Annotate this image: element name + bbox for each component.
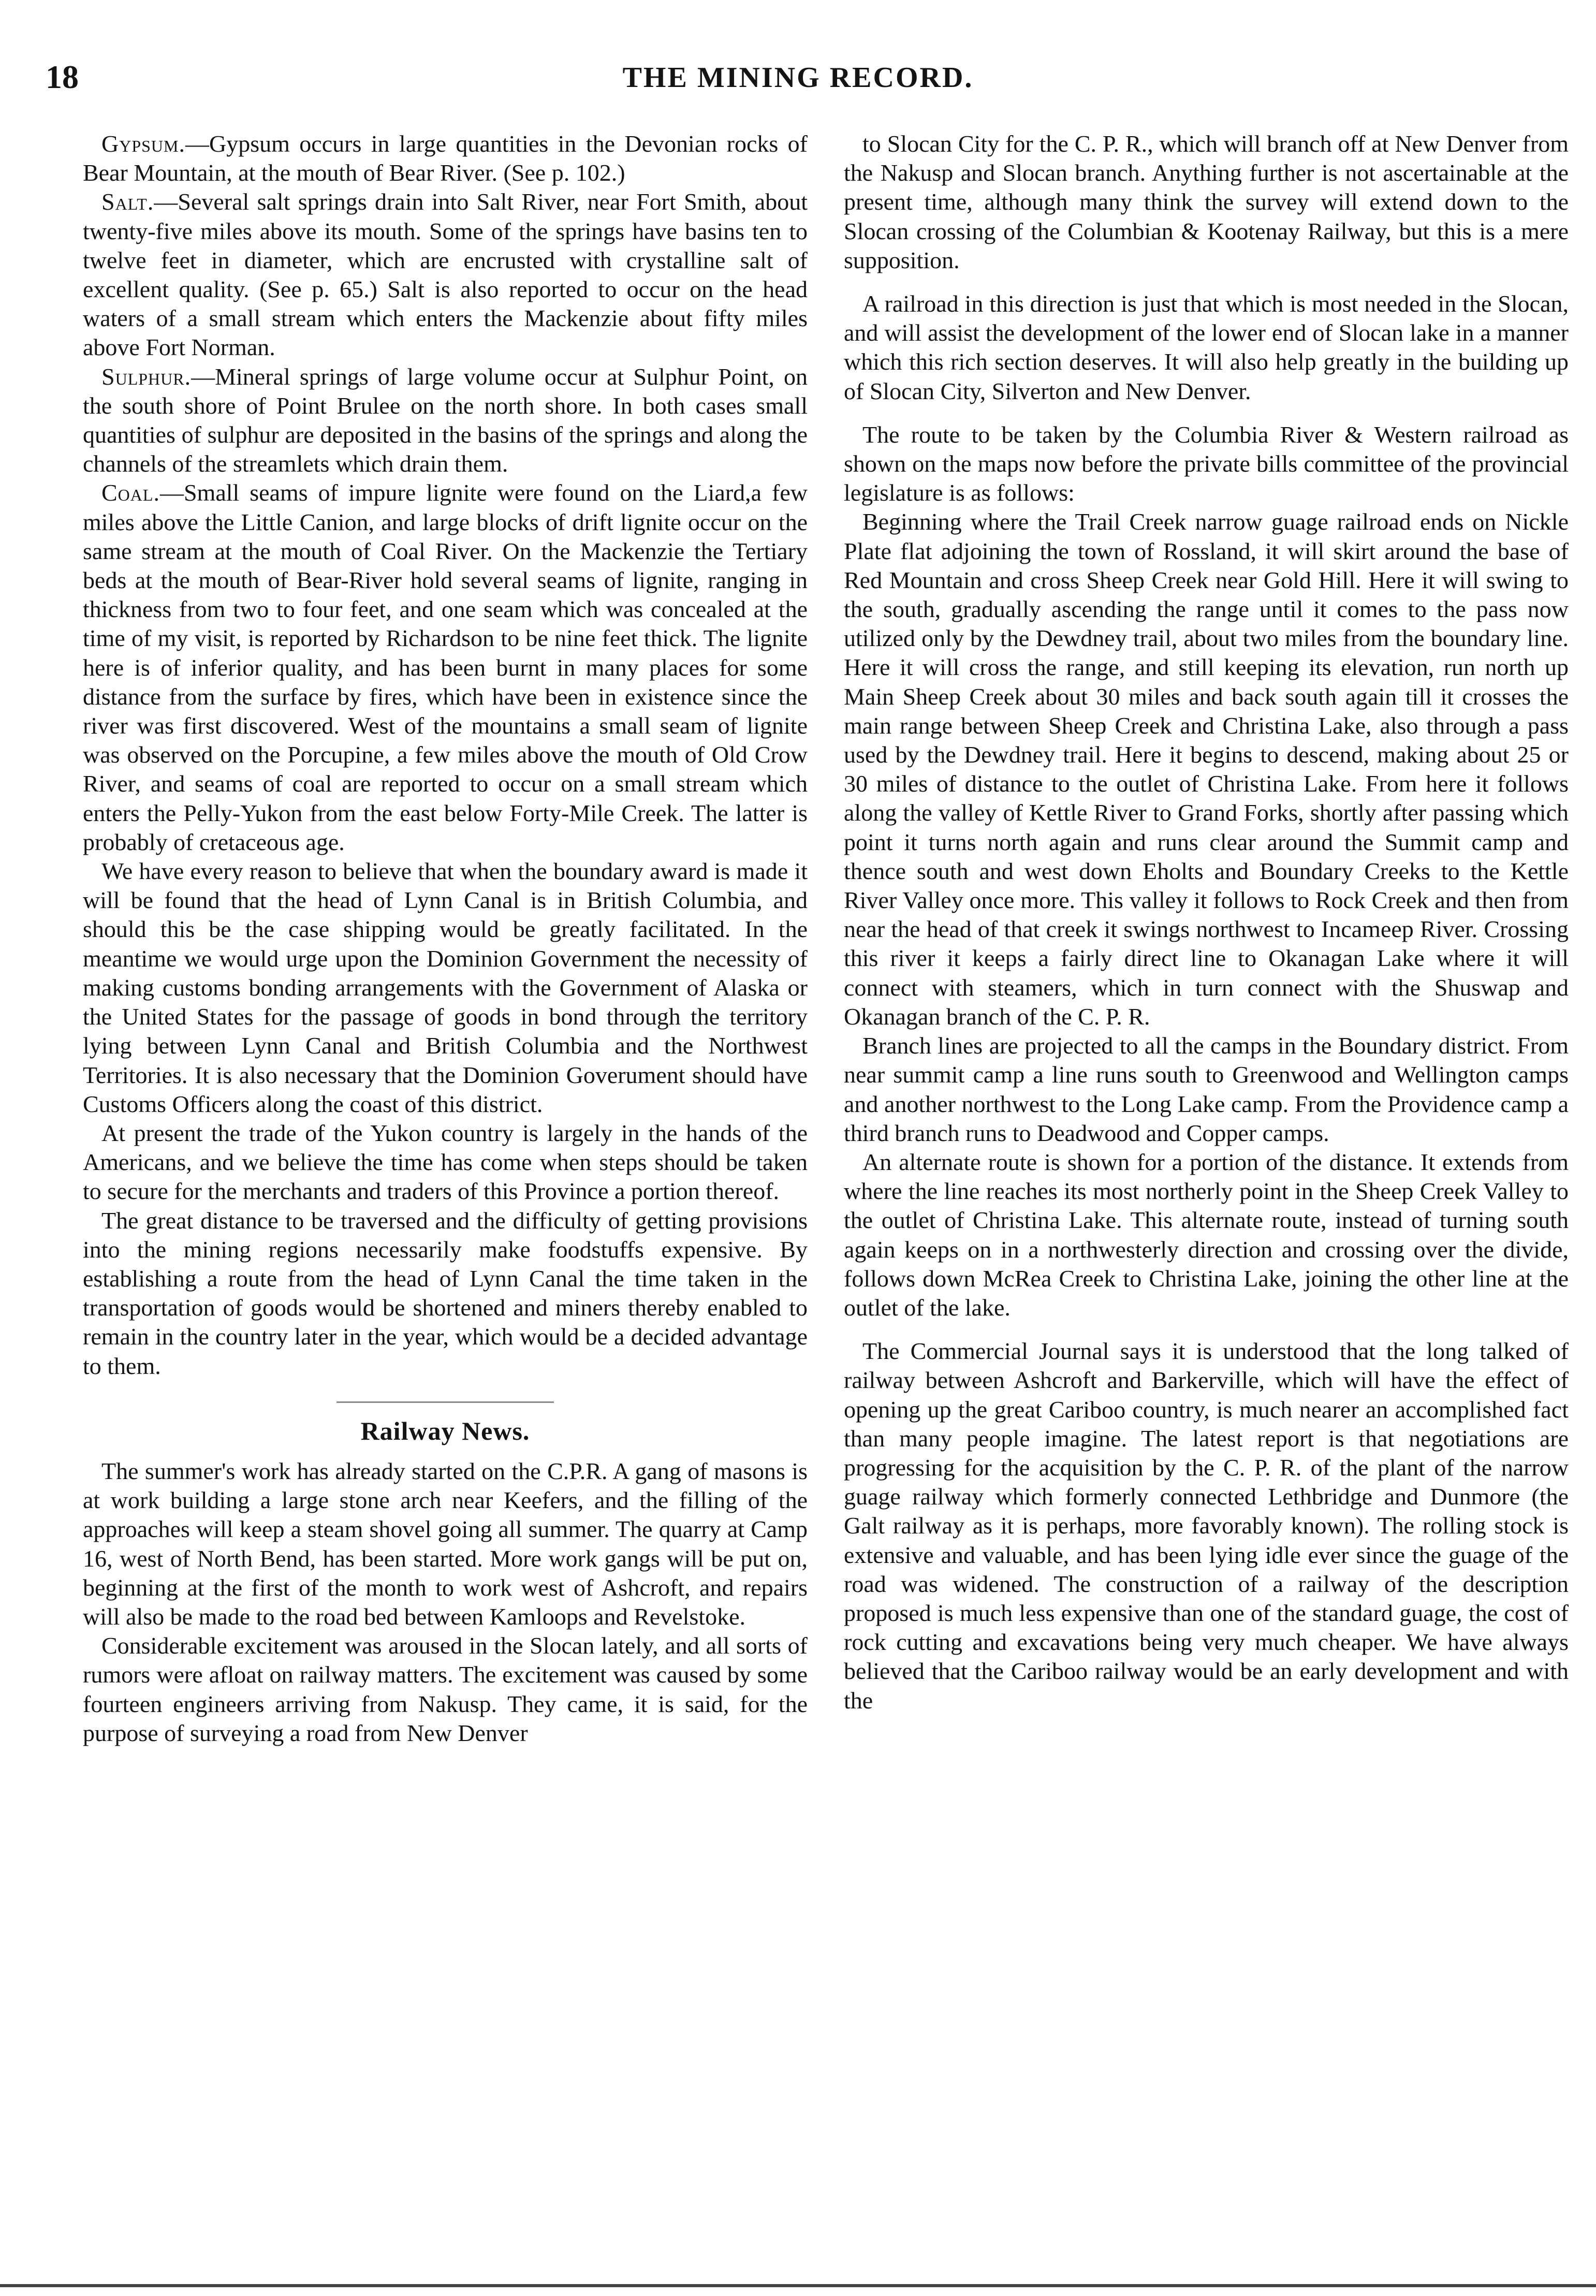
running-head: THE MINING RECORD. [622,62,974,94]
article-paragraph: A railroad in this direction is just that which is most needed in the Slocan, and will assist the development of the lower end of Slocan lake in a manner which this rich section deserves. It will also help greatly in the building up of Slocan City, Silverton and New Denver. [844,290,1569,404]
article-paragraph: The Commercial Journal says it is understood that the long talked of railway between Ashcroft and Barkerville, which will have the effect of opening up the great Cariboo country, is much nearer an accomplished fact than many people imagine. The latest report is that negotiations are progressing for the acquisition by the C. P. R. of the plant of the narrow guage railway which formerly connected Lethbridge and Dunmore (the Galt railway as it is perhaps, more favorably known). The rolling stock is extensive and valuable, and has been lying idle ever since the guage of the road was widened. The construction of a railway of the description proposed is much less expensive than one of the standard guage, the cost of rock cutting and excavations being very much cheaper. We have always believed that the Cariboo railway would be an early development and with the [844,1338,1569,1714]
section-heading: Railway News. [360,1416,530,1445]
paragraph-lead: Coal. [101,479,160,506]
left-column [83,129,808,1748]
railway-paragraph: Considerable excitement was aroused in the Slocan lately, and all sorts of rumors were afloat on railway matters. The excitement was caused by some fourteen engineers arriving from Nakusp. They came, it is said, for the purpose of surveying a road from New Denver [83,1632,808,1746]
article-paragraph: The route to be taken by the Columbia River & Western railroad as shown on the maps now before the private bills committee of the provincial legislature is as follows: [844,421,1569,506]
paragraph-text: —Gypsum occurs in large quantities in the Devonian rocks of Bear Mountain, at the mouth of Bear River. (See p. 102.) [83,130,808,186]
paragraph-lead: Salt. [101,188,154,215]
paragraph-text: At present the trade of the Yukon country is largely in the hands of the Americans, and we believe the time has come when steps should be taken to secure for the merchants and traders of this Province a portion thereof. [83,1119,808,1205]
article-paragraph-boundary [83,857,808,1119]
article-paragraph-salt [83,187,808,362]
paragraph-text: The great distance to be traversed and the difficulty of getting provisions into the mining regions necessarily make foodstuffs expensive. By establishing a route from the head of Lynn Canal the time taken in the transportation of goods would be shortened and miners thereby enabled to remain in the country later in the year, which would be a decided advantage to them. [83,1207,808,1379]
article-paragraph-sulphur [83,362,808,479]
article-paragraph-lynn-canal-route [83,1206,808,1381]
right-column [844,129,1569,1715]
section-divider [336,1401,554,1403]
page-bottom-rule [0,2284,1596,2287]
paragraph-lead: Gypsum. [101,130,185,157]
paragraph-text: —Small seams of impure lignite were found on the Liard,a few miles above the Little Canion, and large blocks of drift lignite occur on the same stream at the mouth of Coal River. On the Mackenzie the Tertiary beds at the mouth of Bear-River hold several seams of lignite, ranging in thickness from two to four feet, and one seam which was concealed at the time of my visit, is reported by Richardson to be nine feet thick. The lignite here is of inferior quality, and has been burnt in many places for some distance from the surface by fires, which have been in existence since the river was first discovered. West of the mountains a small seam of lignite was observed on the Porcupine, a few miles above the mouth of Old Crow River, and seams of coal are reported to occur on a small stream which enters the Pelly-Yukon from the east below Forty-Mile Creek. The latter is probably of cretaceous age. [83,479,808,855]
paragraph-lead: Sulphur. [101,363,192,390]
article-paragraph: to Slocan City for the C. P. R., which will branch off at New Denver from the Nakusp and Slocan branch. Anything further is not ascertainable at the present time, although many think the survey will extend down to the Slocan crossing of the Columbian & Kootenay Railway, but this is a mere supposition. [844,130,1569,273]
paragraph-text: —Mineral springs of large volume occur at Sulphur Point, on the south shore of Point Brulee on the north shore. In both cases small quantities of sulphur are deposited in the basins of the springs and along the channels of the streamlets which drain them. [83,363,808,477]
article-paragraph-coal [83,478,808,857]
article-paragraph: Beginning where the Trail Creek narrow guage railroad ends on Nickle Plate flat adjoining the town of Rossland, it will skirt around the base of Red Mountain and cross Sheep Creek near Gold Hill. Here it will swing to the south, gradually ascending the range until it comes to the pass now utilized only by the Dewdney trail, about two miles from the boundary line. Here it will cross the range, and still keeping its elevation, run north up Main Sheep Creek about 30 miles and back south again till it crosses the main range between Sheep Creek and Christina Lake, also through a pass used by the Dewdney trail. Here it begins to descend, making about 25 or 30 miles of distance to the outlet of Christina Lake. From here it follows along the valley of Kettle River to Grand Forks, shortly after passing which point it turns north again and runs clear around the Summit camp and thence south and west down Eholts and Boundary Creeks to the Kettle River Valley once more. This valley it follows to Rock Creek and then from near the head of that creek it swings northwest to Incameep River. Crossing this river it keeps a fairly direct line to Okanagan Lake where it will connect with steamers, which in turn connect with the Shuswap and Okanagan branch of the C. P. R. [844,508,1569,1030]
article-paragraph-gypsum [83,129,808,187]
article-paragraph: Branch lines are projected to all the camps in the Boundary district. From near summit camp a line runs south to Greenwood and Wellington camps and another northwest to the Long Lake camp. From the Providence camp a third branch runs to Deadwood and Copper camps. [844,1032,1569,1146]
page-number: 18 [46,59,79,95]
paragraph-text: We have every reason to believe that when the boundary award is made it will be found that the head of Lynn Canal is in British Columbia, and should this be the case shipping would be greatly facilitated. In the meantime we would urge upon the Dominion Government the necessity of making customs bonding arrangements with the Government of Alaska or the United States for the passage of goods in bond through the territory lying between Lynn Canal and British Columbia and the Northwest Territories. It is also necessary that the Dominion Goverument should have Customs Officers along the coast of this district. [83,858,808,1117]
article-paragraph-yukon-trade [83,1119,808,1206]
article-paragraph: An alternate route is shown for a portion of the distance. It extends from where the line reaches its most northerly point in the Sheep Creek Valley to the outlet of Christina Lake. This alternate route, instead of turning south again keeps on in a northwesterly direction and crossing over the divide, follows down McRea Creek to Christina Lake, joining the other line at the outlet of the lake. [844,1148,1569,1321]
paragraph-text: —Several salt springs drain into Salt River, near Fort Smith, about twenty-five miles above its mouth. Some of the springs have basins ten to twelve feet in diameter, which are encrusted with crystalline salt of excellent quality. (See p. 65.) Salt is also reported to occur on the head waters of a small stream which enters the Mackenzie about fifty miles above Fort Norman. [83,188,808,361]
railway-paragraph: The summer's work has already started on the C.P.R. A gang of masons is at work building a large stone arch near Keefers, and the filling of the approaches will keep a steam shovel going all summer. The quarry at Camp 16, west of North Bend, has been started. More work gangs will be put on, beginning at the first of the month to work west of Ashcroft, and repairs will also be made to the road bed between Kamloops and Revelstoke. [83,1457,808,1630]
